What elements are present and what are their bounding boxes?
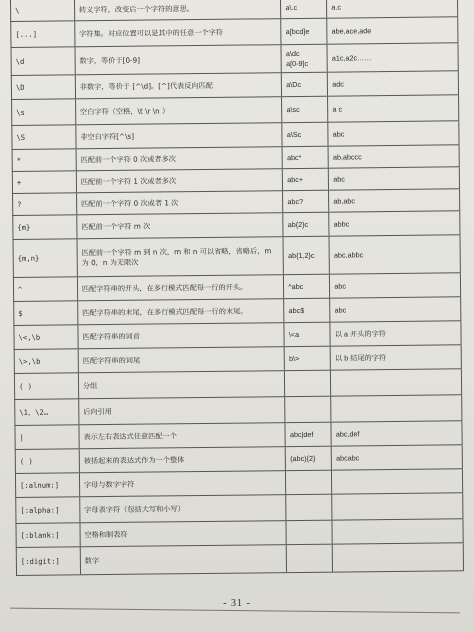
pattern-cell: {m} bbox=[13, 215, 77, 239]
pattern-cell: | bbox=[15, 425, 79, 449]
example-cell: \<a bbox=[285, 323, 331, 346]
pattern-cell: ? bbox=[13, 193, 77, 215]
match-cell: abc,def bbox=[332, 421, 463, 445]
description-cell: 匹配前一个字符 0 次或者 1 次 bbox=[77, 191, 284, 214]
match-cell: abcabc bbox=[332, 445, 463, 469]
example-cell bbox=[285, 371, 331, 396]
example-cell bbox=[286, 397, 332, 422]
match-cell: a1c,a2c…… bbox=[328, 43, 459, 71]
description-cell: 字母表字符（包括大写和小写） bbox=[80, 495, 287, 522]
description-cell: 匹配字符串的词尾 bbox=[79, 347, 286, 372]
pattern-cell: ^ bbox=[14, 277, 78, 301]
description-cell: 字符集。对应位置可以是其中的任意一个字符 bbox=[75, 19, 282, 46]
example-cell: abc$ bbox=[285, 299, 331, 322]
match-cell bbox=[331, 369, 462, 395]
table-row bbox=[13, 235, 461, 278]
table-row bbox=[16, 543, 464, 576]
regex-table bbox=[10, 0, 464, 576]
description-cell: 字母与数字字符 bbox=[80, 471, 287, 496]
example-cell: a\Sc bbox=[283, 123, 329, 146]
description-cell: 非空白字符[^\s] bbox=[76, 123, 283, 148]
example-cell bbox=[286, 471, 332, 494]
example-cell bbox=[287, 521, 333, 544]
example-cell: a\.c bbox=[281, 0, 327, 18]
match-cell bbox=[333, 543, 464, 571]
example-cell bbox=[287, 495, 333, 520]
example-cell: abc|def bbox=[286, 423, 332, 446]
pattern-cell: \>,\b bbox=[15, 349, 79, 373]
pattern-cell: ( ) bbox=[15, 373, 79, 399]
match-cell bbox=[332, 493, 463, 519]
description-cell: 匹配前一个字符 0 次或者多次 bbox=[76, 147, 283, 170]
pattern-cell: \ bbox=[11, 0, 75, 21]
description-cell: 非数字，等价于 [^\d]。[^]代表反向匹配 bbox=[76, 73, 283, 98]
pattern-cell: [:alnum:] bbox=[16, 473, 80, 497]
pattern-cell: $ bbox=[14, 301, 78, 325]
example-cell: (abc){2} bbox=[286, 447, 332, 470]
example-cell: abc* bbox=[283, 147, 329, 168]
match-cell bbox=[331, 395, 462, 421]
match-cell bbox=[332, 469, 463, 493]
pattern-cell: [:blank:] bbox=[16, 523, 80, 547]
example-cell: abc+ bbox=[283, 169, 329, 190]
page-number: - 31 - bbox=[223, 598, 251, 609]
pattern-cell: \<,\b bbox=[14, 325, 78, 349]
example-cell: ^abc bbox=[284, 275, 330, 298]
description-cell: 匹配字符串的末尾，在多行模式匹配每一行的末尾。 bbox=[78, 299, 285, 324]
match-cell: a.c bbox=[327, 0, 458, 18]
pattern-cell: \D bbox=[12, 75, 76, 99]
match-cell: 以 a 开头的字符 bbox=[331, 321, 462, 345]
match-cell: abe,ace,ade bbox=[327, 17, 458, 43]
description-cell: 匹配字符串的词首 bbox=[78, 323, 285, 348]
example-cell: a\Dc bbox=[282, 73, 328, 96]
pattern-cell: \s bbox=[12, 99, 76, 125]
description-cell: 匹配前一个字符 m 到 n 次，m 和 n 可以省略，省略后，m 为 0，n 为无限次 bbox=[77, 237, 284, 276]
description-cell: 匹配字符串的开头，在多行模式匹配每一行的开头。 bbox=[78, 275, 285, 300]
pattern-cell: \1，\2… bbox=[15, 399, 79, 425]
example-cell: ab{2}c bbox=[284, 213, 330, 236]
example-cell: a[bcd]e bbox=[282, 19, 328, 44]
match-cell: abc bbox=[329, 121, 460, 145]
match-cell: ab,abc bbox=[329, 189, 460, 211]
match-cell: 以 b 结尾的字符 bbox=[331, 345, 462, 369]
example-cell: ab{1,2}c bbox=[284, 237, 330, 274]
pattern-cell: [...] bbox=[11, 21, 75, 47]
pattern-cell: [:digit:] bbox=[17, 547, 81, 575]
description-cell: 数字 bbox=[81, 545, 288, 574]
match-cell: a c bbox=[328, 95, 459, 121]
pattern-cell: + bbox=[13, 171, 77, 193]
description-cell: 被括起来的表达式作为一个整体 bbox=[80, 447, 287, 472]
pattern-cell: [:alpha:] bbox=[16, 497, 80, 523]
match-cell: abc bbox=[330, 273, 461, 297]
description-cell: 表示左右表达式任意匹配一个 bbox=[79, 423, 286, 448]
pattern-cell: ( ) bbox=[16, 449, 80, 473]
description-cell: 后向引用 bbox=[79, 397, 286, 424]
example-cell: a\dc a[0-9]c bbox=[282, 45, 328, 72]
description-cell: 数字，等价于[0-9] bbox=[75, 45, 282, 74]
example-cell: a\sc bbox=[282, 97, 328, 122]
pattern-cell: {m,n} bbox=[14, 239, 78, 277]
description-cell: 匹配前一个字符 1 次或者多次 bbox=[77, 169, 284, 192]
match-cell: abc,abbc bbox=[330, 235, 461, 273]
match-cell: abc bbox=[329, 167, 460, 189]
match-cell: abbc bbox=[330, 211, 461, 235]
pattern-cell: \S bbox=[12, 125, 76, 149]
match-cell: abc bbox=[330, 297, 461, 321]
match-cell: adc bbox=[328, 71, 459, 95]
description-cell: 匹配前一个字符 m 次 bbox=[77, 213, 284, 238]
example-cell bbox=[287, 545, 333, 572]
example-cell: abc? bbox=[283, 191, 329, 212]
match-cell bbox=[333, 519, 464, 543]
pattern-cell: * bbox=[13, 149, 77, 171]
description-cell: 空白字符（空格，\t \r \n ） bbox=[76, 97, 283, 124]
match-cell: ab,abccc bbox=[329, 145, 460, 167]
pattern-cell: \d bbox=[12, 47, 76, 75]
description-cell: 分组 bbox=[79, 371, 286, 398]
description-cell: 转义字符，改变后一个字符的意思。 bbox=[75, 0, 282, 20]
example-cell: b\> bbox=[285, 347, 331, 370]
description-cell: 空格和制表符 bbox=[80, 521, 287, 546]
